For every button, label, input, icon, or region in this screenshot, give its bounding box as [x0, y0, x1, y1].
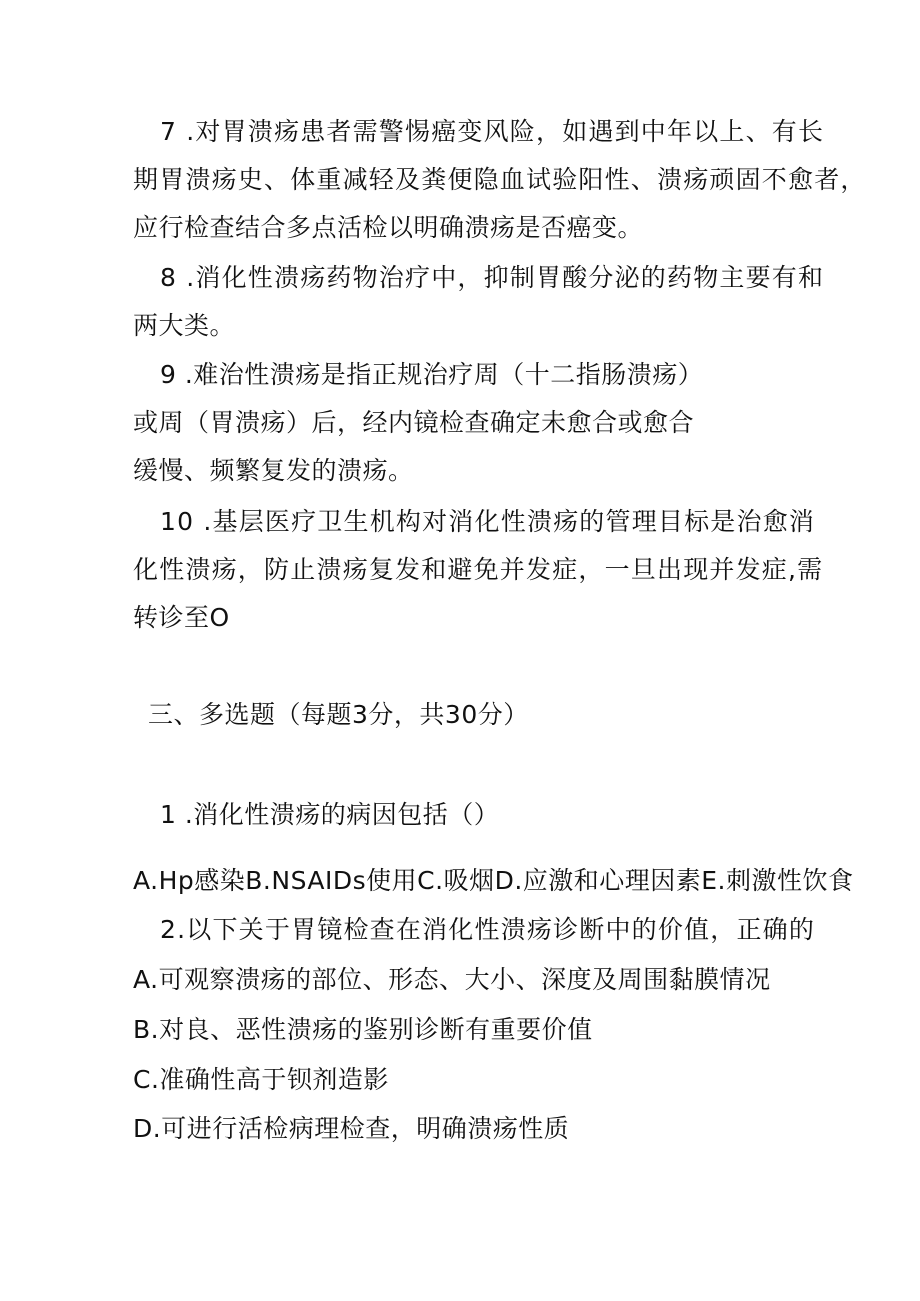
q9-line-1: 9 .难治性溃疡是指正规治疗周（十二指肠溃疡） [160, 360, 704, 389]
mc2-option-c: C.准确性高于钡剂造影 [133, 1065, 389, 1094]
mc1-options: A.Hp感染B.NSAIDs使用C.吸烟D.应激和心理因素E.刺激性饮食 [133, 866, 854, 895]
q8-line-1: 8 .消化性溃疡药物治疗中，抑制胃酸分泌的药物主要有和 [160, 263, 825, 292]
q10-line-1: 10 .基层医疗卫生机构对消化性溃疡的管理目标是治愈消 [160, 507, 816, 536]
mc2-option-a: A.可观察溃疡的部位、形态、大小、深度及周围黏膜情况 [133, 965, 771, 994]
q9-line-2: 或周（胃溃疡）后，经内镜检查确定未愈合或愈合 [133, 408, 695, 437]
q7-line-2: 期胃溃疡史、体重减轻及粪便隐血试验阳性、溃疡顽固不愈者， [133, 165, 867, 194]
q10-line-2: 化性溃疡，防止溃疡复发和避免并发症，一旦出现并发症,需 [133, 555, 824, 584]
mc2-option-b: B.对良、恶性溃疡的鉴别诊断有重要价值 [133, 1015, 593, 1044]
q7-line-1: 7 .对胃溃疡患者需警惕癌变风险，如遇到中年以上、有长 [160, 117, 825, 146]
section-heading: 三、多选题（每题3分，共30分） [148, 700, 529, 729]
q7-line-3: 应行检查结合多点活检以明确溃疡是否癌变。 [133, 213, 644, 242]
mc2-option-d: D.可进行活检病理检查，明确溃疡性质 [133, 1114, 570, 1143]
mc2-question: 2.以下关于胃镜检查在消化性溃疡诊断中的价值，正确的 [160, 915, 816, 944]
q10-line-3: 转诊至O [133, 603, 230, 632]
mc1-question: 1 .消化性溃疡的病因包括（） [160, 800, 500, 829]
q8-line-2: 两大类。 [133, 311, 236, 340]
q9-line-3: 缓慢、频繁复发的溃疡。 [133, 456, 414, 485]
